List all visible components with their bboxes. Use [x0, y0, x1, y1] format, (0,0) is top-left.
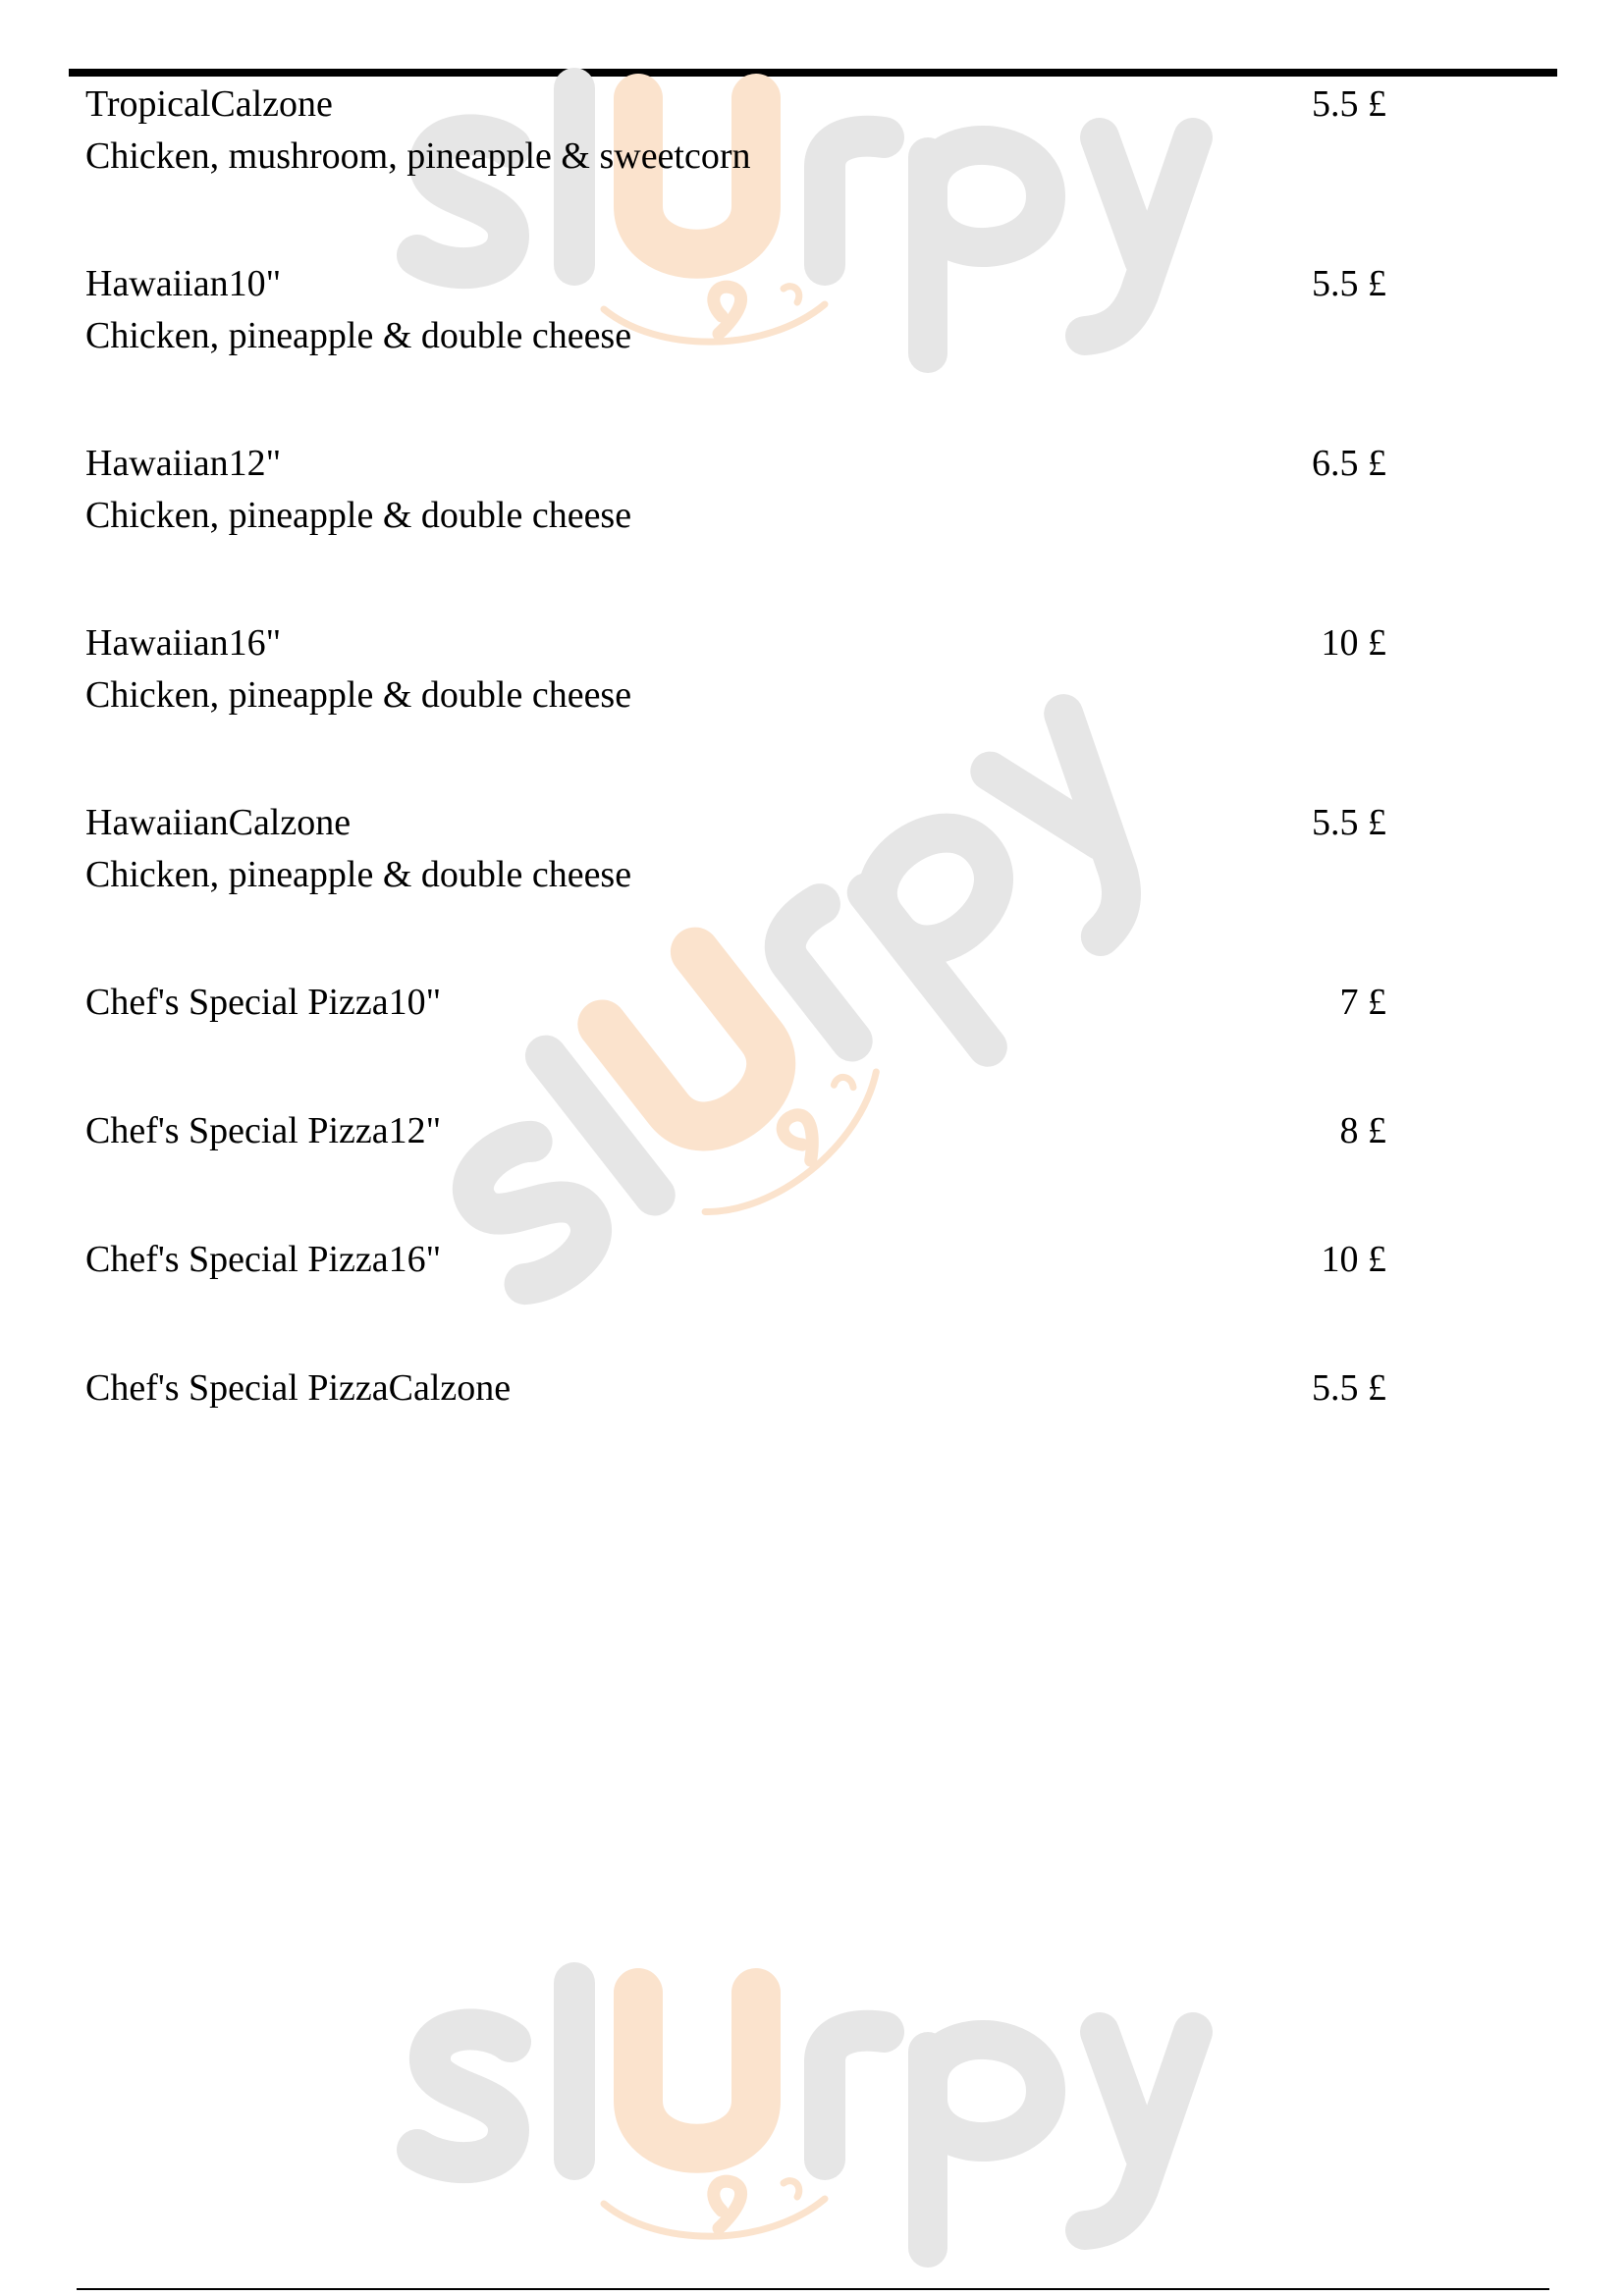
menu-item-price: 5.5 £	[1312, 1367, 1386, 1409]
menu-item-price: 5.5 £	[1312, 802, 1386, 843]
menu-item-name: Hawaiian12"	[85, 443, 282, 484]
menu-item-price: 10 £	[1321, 622, 1386, 664]
menu-item-chefs-special-calzone	[85, 1362, 1386, 1415]
menu-item-chefs-special-16	[85, 1234, 1386, 1286]
menu-item-price: 5.5 £	[1312, 83, 1386, 125]
menu-item-price: 7 £	[1339, 982, 1386, 1023]
menu-item-hawaiian-12	[85, 438, 1386, 542]
menu-item-name: Chef's Special Pizza12"	[85, 1110, 442, 1151]
menu-item-name: Hawaiian16"	[85, 622, 282, 664]
menu-item-price: 6.5 £	[1312, 443, 1386, 484]
menu-item-name: Chef's Special Pizza10"	[85, 982, 442, 1023]
menu-item-name: Chef's Special Pizza16"	[85, 1239, 442, 1280]
menu-item-description: Chicken, mushroom, pineapple & sweetcorn	[85, 135, 751, 177]
menu-item-price: 10 £	[1321, 1239, 1386, 1280]
menu-item-description: Chicken, pineapple & double cheese	[85, 674, 632, 716]
menu-item-chefs-special-10	[85, 977, 1386, 1029]
menu-item-description: Chicken, pineapple & double cheese	[85, 854, 632, 895]
menu-item-description: Chicken, pineapple & double cheese	[85, 315, 632, 356]
menu-item-name: HawaiianCalzone	[85, 802, 352, 843]
menu-item-name: Hawaiian10"	[85, 263, 282, 304]
menu-item-name: TropicalCalzone	[85, 83, 333, 125]
menu-item-chefs-special-12	[85, 1105, 1386, 1157]
menu-item-price: 5.5 £	[1312, 263, 1386, 304]
menu-item-description: Chicken, pineapple & double cheese	[85, 495, 632, 536]
menu-item-hawaiian-calzone	[85, 797, 1386, 901]
menu-item-hawaiian-10	[85, 258, 1386, 362]
menu-item-tropical-calzone	[85, 79, 1386, 183]
menu-item-price: 8 £	[1339, 1110, 1386, 1151]
menu-item-name: Chef's Special PizzaCalzone	[85, 1367, 512, 1409]
menu-item-hawaiian-16	[85, 617, 1386, 721]
